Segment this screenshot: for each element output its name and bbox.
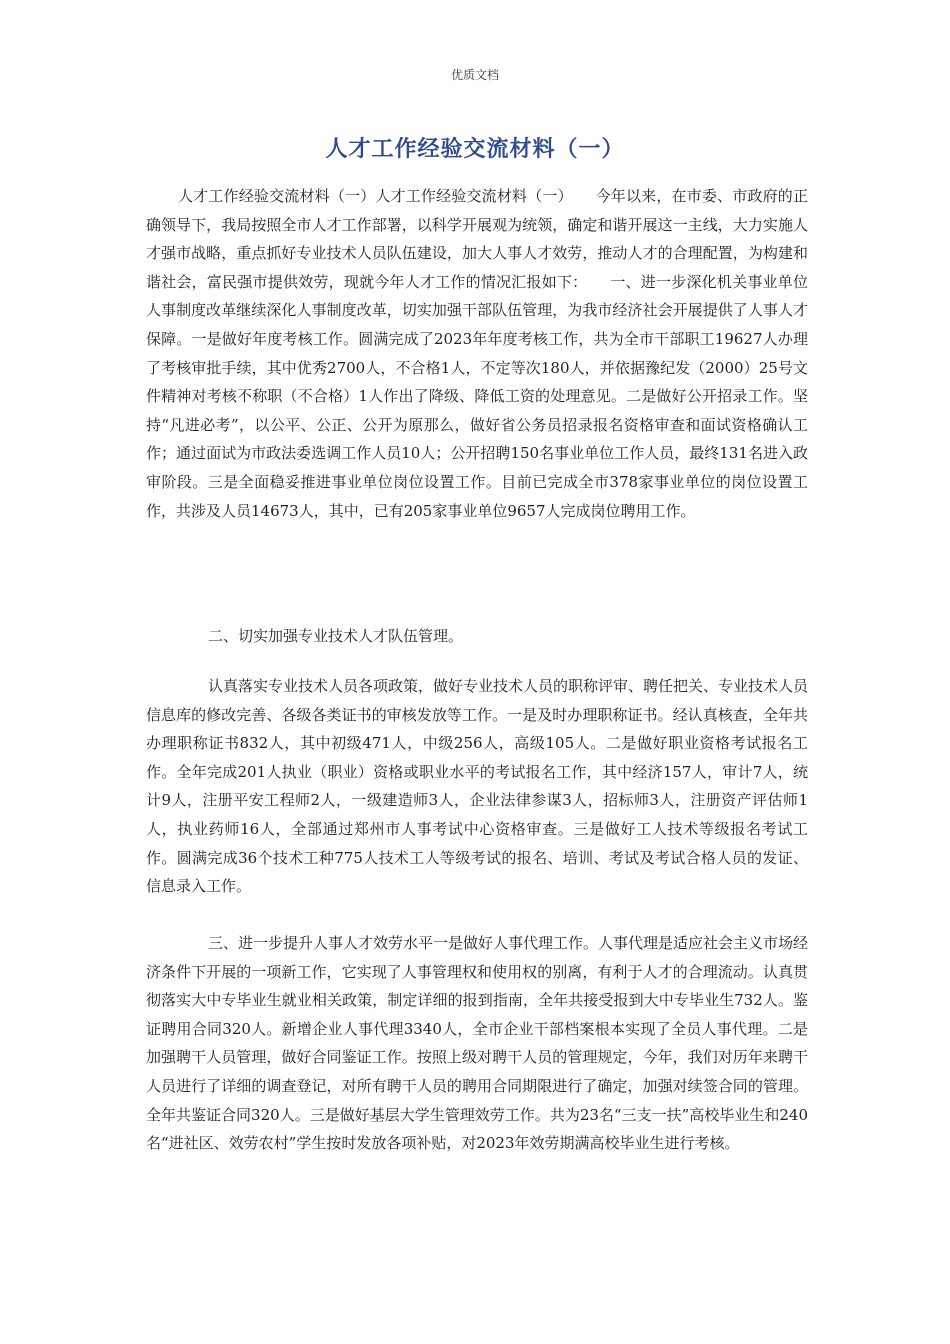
paragraph-section-three: 三、进一步提升人事人才效劳水平一是做好人事代理工作。人事代理是适应社会主义市场经济条件下开展的一项新工作，它实现了人事管理权和使用权的别离，有利于人才的合理流动。认真贯彻落实大中专毕业生就业相关政策，制定详细的报到指南，全年共接受报到大中专毕业生732人。鉴证聘用合同320人。新增企业人事代理3340人，全市企业干部档案根本实现了全员人事代理。二是加强聘干人员管理，做好合同鉴证工作。按照上级对聘干人员的管理规定，今年，我们对历年来聘干人员进行了详细的调查登记，对所有聘干人员的聘用合同期限进行了确定，加强对续签合同的管理。全年共鉴证合同320人。三是做好基层大学生管理效劳工作。共为23名“三支一扶”高校毕业生和240名“进社区、效劳农村”学生按时发放各项补贴，对2023年效劳期满高校毕业生进行考核。 — [146, 934, 809, 1153]
section-heading-two: 二、切实加强专业技术人才队伍管理。 — [208, 627, 464, 645]
page-header-label: 优质文档 — [450, 68, 499, 82]
document-title: 人才工作经验交流材料（一） — [325, 137, 625, 162]
paragraph-section-two: 认真落实专业技术人员各项政策，做好专业技术人员的职称评审、聘任把关、专业技术人员信息库的修改完善、各级各类证书的审核发放等工作。一是及时办理职称证书。经认真核查，全年共办理职称证书832人，其中初级471人，中级256人，高级105人。二是做好职业资格考试报名工作。全年完成201人执业（职业）资格或职业水平的考试报名工作，其中经济157人，审计7人，统计9人，注册平安工程师2人，一级建造师3人，企业法律参谋3人，招标师3人，注册资产评估师1人，执业药师16人，全部通过郑州市人事考试中心资格审查。三是做好工人技术等级报名考试工作。圆满完成36个技术工种775人技术工人等级考试的报名、培训、考试及考试合格人员的发证、信息录入工作。 — [146, 677, 809, 896]
paragraph-intro: 人才工作经验交流材料（一）人才工作经验交流材料（一） 今年以来，在市委、市政府的正确领导下，我局按照全市人才工作部署，以科学开展观为统领，确定和谐开展这一主线，大力实施人才强市战略，重点抓好专业技术人员队伍建设，加大人事人才效劳，推动人才的合理配置，为构建和谐社会，富民强市提供效劳，现就今年人才工作的情况汇报如下： 一、进一步深化机关事业单位人事制度改革继续深化人事制度改革，切实加强干部队伍管理，为我市经济社会开展提供了人事人才保障。一是做好年度考核工作。圆满完成了2023年年度考核工作，共为全市干部职工19627人办理了考核审批手续，其中优秀2700人，不合格1人，不定等次180人，并依据豫纪发（2000）25号文件精神对考核不称职（不合格）1人作出了降级、降低工资的处理意见。二是做好公开招录工作。坚持“凡进必考”，以公平、公正、公开为原那么，做好省公务员招录报名资格审查和面试资格确认工作；通过面试为市政法委选调工作人员10人；公开招聘150名事业单位工作人员，最终131名进入政审阶段。三是全面稳妥推进事业单位岗位设置工作。目前已完成全市378家事业单位的岗位设置工作，共涉及人员14673人，其中，已有205家事业单位9657人完成岗位聘用工作。 — [146, 187, 808, 520]
